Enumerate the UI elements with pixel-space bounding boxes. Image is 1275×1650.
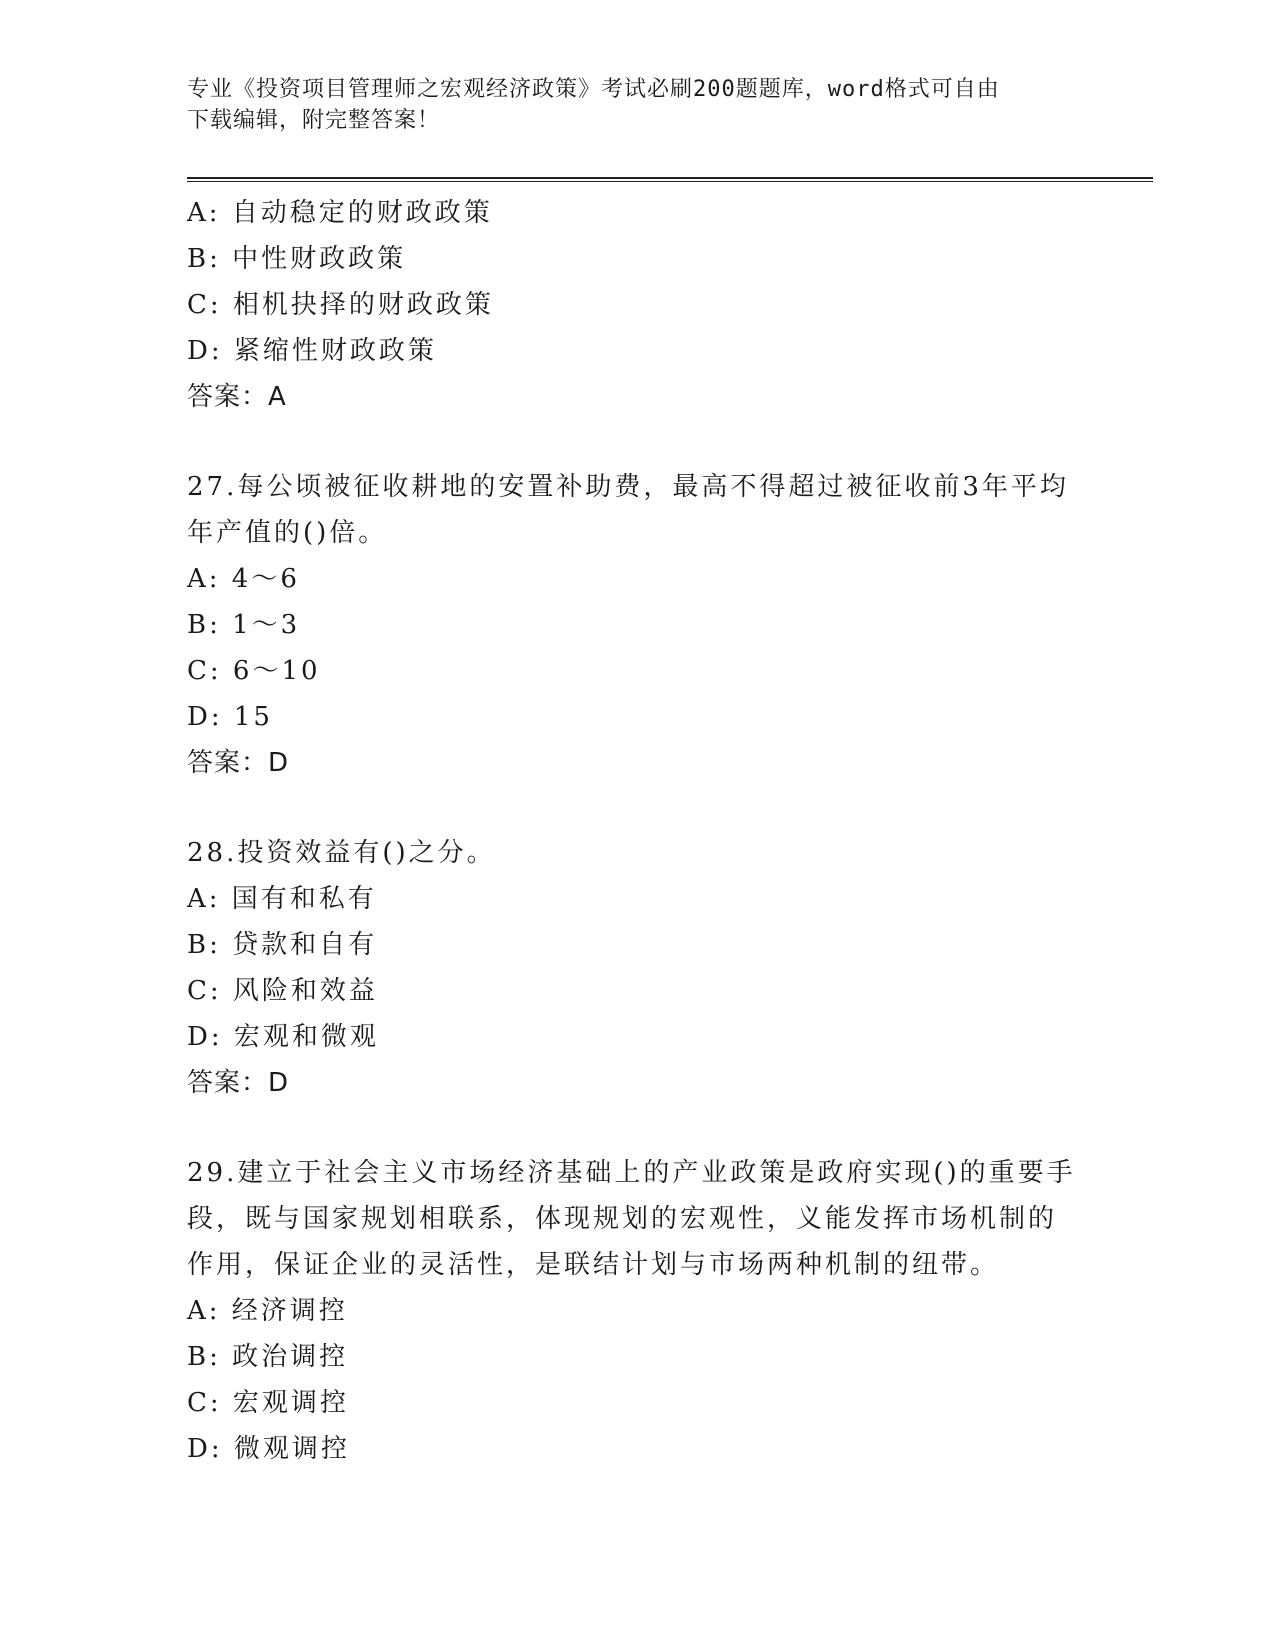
question-stem-line: 29.建立于社会主义市场经济基础上的产业政策是政府实现()的重要手 [187,1158,1076,1188]
question-stem-line: 27.每公顷被征收耕地的安置补助费，最高不得超过被征收前3年平均 [187,472,1069,502]
option-c: C: 风险和效益 [187,976,378,1006]
option-a: A: 国有和私有 [187,884,377,914]
option-b: B: 1～3 [187,610,301,640]
option-c: C: 相机抉择的财政政策 [187,290,494,320]
option-d: D: 紧缩性财政政策 [187,336,437,366]
question-26-fragment [187,190,1087,420]
option-a: A: 4～6 [187,564,300,594]
header-line-2: 下载编辑，附完整答案！ [187,108,441,133]
option-d: D: 微观调控 [187,1434,350,1464]
option-d: D: 宏观和微观 [187,1022,379,1052]
question-27 [187,464,1087,786]
question-stem-line: 作用，保证企业的灵活性，是联结计划与市场两种机制的纽带。 [187,1250,1000,1280]
header-line-1: 专业《投资项目管理师之宏观经济政策》考试必刷200题题库，word格式可自由 [187,77,1000,102]
answer-line: 答案：D [187,748,290,778]
option-c: C: 6～10 [187,656,321,686]
option-a: A: 经济调控 [187,1296,348,1326]
option-b: B: 中性财政政策 [187,244,407,274]
question-list [187,190,1087,1472]
question-28 [187,830,1087,1106]
question-stem-line: 年产值的()倍。 [187,518,388,548]
question-stem-line: 段，既与国家规划相联系，体现规划的宏观性，义能发挥市场机制的 [187,1204,1058,1234]
answer-line: 答案：D [187,1068,290,1098]
question-29 [187,1150,1087,1472]
option-b: B: 贷款和自有 [187,930,378,960]
document-header [187,74,1067,136]
option-c: C: 宏观调控 [187,1388,349,1418]
option-d: D: 15 [187,702,273,732]
question-stem-line: 28.投资效益有()之分。 [187,838,496,868]
answer-line: 答案：A [187,382,287,412]
header-divider [187,177,1153,182]
option-a: A: 自动稳定的财政政策 [187,198,493,228]
option-b: B: 政治调控 [187,1342,349,1372]
